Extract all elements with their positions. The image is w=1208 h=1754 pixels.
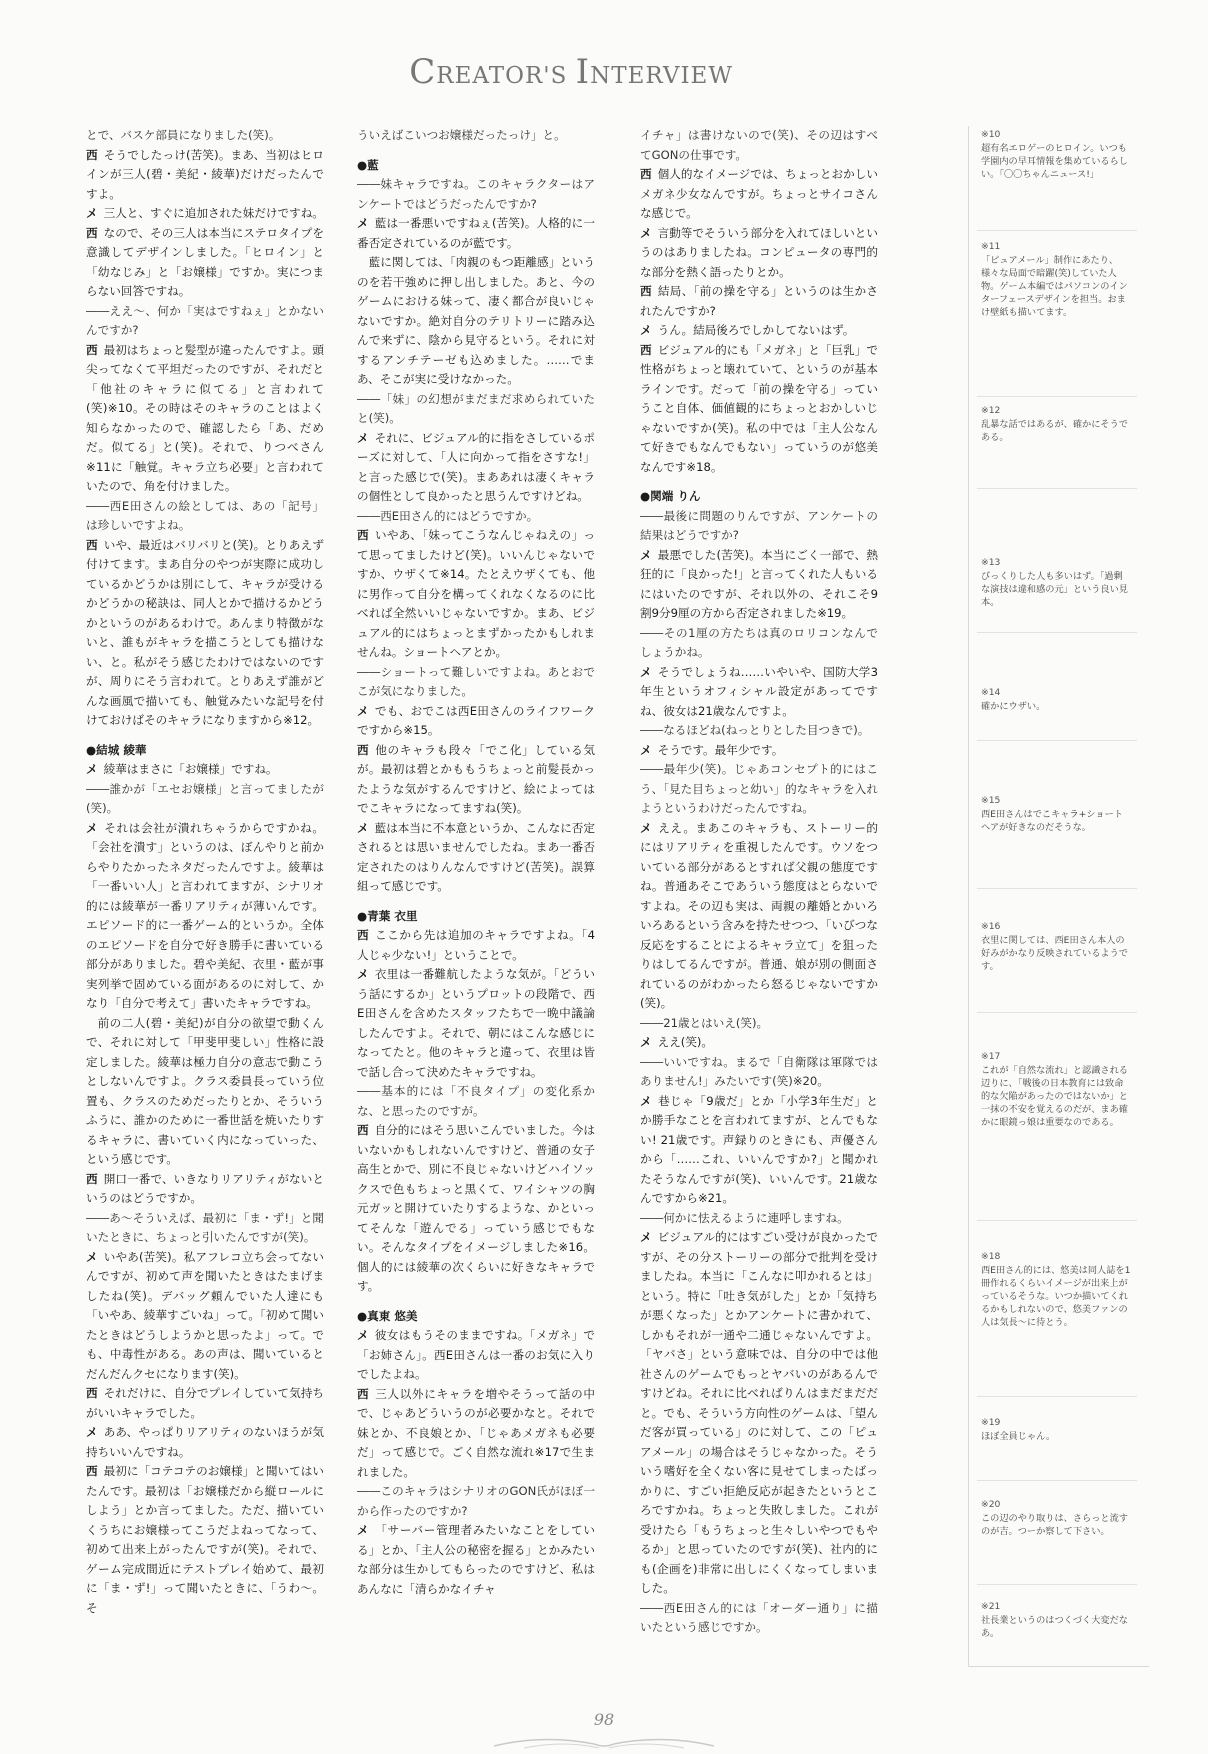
paragraph-text: いやあ、「妹ってこうなんじゃねえの」って思ってましたけど(笑)。いいんじゃないですか、ウザくて※14。たとえウザくても、他に男作って自分を構ってくれなくなるのに比べれば全然いいじゃないですか。まあ、ビジュアル的にはちょっとまずかったかもしれませんね。ショートヘアとか。 bbox=[357, 528, 595, 659]
paragraph-text: ――このキャラはシナリオのGON氏がほぼ一から作ったのですか? bbox=[357, 1484, 595, 1518]
divider bbox=[977, 1220, 1137, 1221]
interview-paragraph bbox=[357, 1121, 595, 1297]
paragraph-text: ――ええ～、何か「実はですねぇ」とかないんですか? bbox=[86, 303, 324, 337]
paragraph-text: 三人と、すぐに追加された妹だけですね。 bbox=[103, 206, 324, 220]
speaker-label: メ bbox=[357, 967, 369, 981]
speaker-label: メ bbox=[357, 703, 369, 718]
interview-paragraph bbox=[640, 165, 878, 224]
footnote: ※15 西E田さんはでこキャラ+ショートヘアが好きなのだそうな。 bbox=[981, 795, 1123, 833]
footnote: ※21 社長業というのはつくづく大変だなあ。 bbox=[981, 1601, 1128, 1639]
interview-paragraph bbox=[640, 1599, 878, 1638]
interview-paragraph bbox=[86, 536, 324, 731]
paragraph-text: ――西E田さん的にはどうですか。 bbox=[357, 508, 539, 523]
paragraph-text: うん。結局後ろでしかしてないはず。 bbox=[657, 323, 855, 337]
speaker-label: メ bbox=[640, 323, 652, 337]
paragraph-text: 言動等でそういう部分を入れてほしいというのはありましたね。コンピュータの専門的な部分を熱く語ったりとか。 bbox=[640, 225, 878, 279]
speaker-label: 西 bbox=[357, 1123, 369, 1137]
footnote: ※20 この辺のやり取りは、さらっと流すのが吉。つーか察して下さい。 bbox=[981, 1499, 1128, 1537]
speaker-label: メ bbox=[357, 1328, 369, 1342]
paragraph-text: ええ(笑)。 bbox=[657, 1035, 714, 1049]
speaker-label: メ bbox=[86, 762, 98, 776]
footnote: ※17 これが「自然な流れ」と認識される辺りに、「戦後の日本教育には致命的な欠陥があったのではないか」と一抹の不安を覚えるのだが、まあ確かに眼鏡っ娘は重要なのである。 bbox=[981, 1051, 1128, 1128]
paragraph-text: 綾華はまさに「お嬢様」ですね。 bbox=[103, 762, 278, 776]
interview-paragraph bbox=[640, 624, 878, 663]
speaker-label: メ bbox=[640, 1093, 653, 1108]
footnote: ※10 超有名エロゲーのヒロイン。いつも学園内の早耳情報を集めているらしい。「〇〇ちゃんニュース!」 bbox=[981, 129, 1128, 180]
interview-paragraph bbox=[640, 819, 878, 1014]
paragraph-text: ――ショートって難しいですよね。あとおでこが気になりました。 bbox=[357, 664, 595, 698]
interview-paragraph bbox=[86, 1209, 324, 1248]
interview-paragraph bbox=[640, 546, 878, 624]
interview-paragraph bbox=[357, 390, 595, 429]
paragraph-text: いや、最近はバリバリと(笑)。とりあえず付けてます。まあ自分のやつが実際に成功しているかどうかは別にして、キャラが受けるかどうかの秘訣は、同人とかで描けるかどうかというのがあるわけで。あんまり特徴がないと、誰もがキャラを描こうとしても描けない、と。私がそう感じたわけではないのですが、周りにそう言われて。とりあえず誰がどんな画風で描いても、触覚みたいな記号を付けておけばそのキャラになりますから※12。 bbox=[86, 537, 324, 727]
interview-paragraph bbox=[357, 1482, 595, 1521]
interview-paragraph bbox=[357, 1082, 595, 1121]
speaker-label: 西 bbox=[357, 742, 370, 757]
interview-paragraph bbox=[640, 507, 878, 546]
paragraph-text: ――何かに怯えるように連呼しますね。 bbox=[640, 1210, 849, 1225]
paragraph-text: 藍に関しては、「肉親のもつ距離感」というのを若干強めに押し出しました。あと、今のゲームにおける妹って、凄く都合が良いじゃないですか。絶対自分のテリトリーに踏み込んで来ずに、陰から見守るという。それに対するアンチテーゼも込めました。……でまあ、そこが実に受けなかった。 bbox=[357, 255, 595, 386]
speaker-label: 西 bbox=[86, 1464, 98, 1478]
paragraph-text: そうでしたっけ(苦笑)。まあ、当初はヒロインが三人(碧・美紀・綾華)だけだったんですよ。 bbox=[86, 147, 324, 201]
divider bbox=[977, 632, 1137, 633]
footnote: ※16 衣里に関しては、西E田さん本人の好みがかなり反映されているようです。 bbox=[981, 921, 1128, 972]
paragraph-text: ――基本的には「不良タイプ」の変化系かな、と思ったのですが。 bbox=[357, 1084, 595, 1118]
footnote: ※18 西E田さん的には、悠美は同人誌を1冊作れるくらいイメージが出来上がっているそうな。いつか描いてくれるかもしれないので、悠美ファンの人は気長～に待とう。 bbox=[981, 1251, 1131, 1328]
interview-paragraph bbox=[86, 1170, 324, 1209]
divider bbox=[977, 1012, 1137, 1013]
interview-paragraph bbox=[640, 1209, 878, 1229]
interview-paragraph bbox=[86, 1248, 324, 1385]
divider bbox=[977, 1480, 1137, 1481]
paragraph-text: ういえばこいつお嬢様だったっけ」と。 bbox=[357, 128, 566, 142]
paragraph-text: ――いいですね。まるで「自衛隊は軍隊ではありません!」みたいです(笑)※20。 bbox=[640, 1054, 878, 1088]
speaker-label: 西 bbox=[86, 342, 98, 357]
interview-paragraph bbox=[357, 1521, 595, 1599]
divider bbox=[977, 1584, 1137, 1585]
speaker-label: 西 bbox=[86, 225, 98, 240]
paragraph-text: 他のキャラも段々「でこ化」している気が。最初は碧とかももうちょっと前髪長かったような気がするんですけど、絵によってはでこキャラになってますね(笑)。 bbox=[357, 742, 595, 815]
paragraph-text: でも、おでこは西E田さんのライフワークですから※15。 bbox=[357, 703, 595, 737]
speaker-label: メ bbox=[357, 1523, 370, 1537]
speaker-label: メ bbox=[640, 820, 653, 835]
footnote: ※13 びっくりした人も多いはず。「過剰な演技は違和感の元」という良い見本。 bbox=[981, 557, 1128, 608]
paragraph-text: 結局、「前の操を守る」というのは生かされたんですか? bbox=[640, 284, 878, 318]
page-header: CREATOR'S INTERVIEW bbox=[409, 52, 733, 92]
paragraph-text: ――誰かが「エセお嬢様」と言ってましたが(笑)。 bbox=[86, 781, 324, 815]
interview-paragraph bbox=[640, 1228, 878, 1599]
paragraph-text: ビジュアル的にはすごい受けが良かったですが、その分ストーリーの部分で批判を受けましたね。本当に「こんなに叩かれるとは」という。特に「吐き気がした」とか「気持ちが悪くなった」とかアンケートに書かれて、しかもそれが一通や二通じゃないんですよ。「ヤバさ」という意味では、自分の中では他社さんのゲームでもっとヤバいのがあるんですけどね。それに比べればりんはまだまだだと。でも、そういう方向性のゲームは、「望んだ客が買っている」のに対して、この「ピュアメール」の場合はそうじゃなかった。そういう嗜好を全くない客に見せてしまったばっかりに、すごい拒絶反応が起きたというところですかね。ちょっと失敗しました。これが受けたら「もうちょっと生々しいやつでもやるか」と思っていたのですが(笑)、社内的にも(企画を)非常に出しにくくなってしまいました。 bbox=[640, 1230, 878, 1595]
speaker-label: メ bbox=[357, 820, 369, 835]
interview-paragraph bbox=[357, 526, 595, 663]
paragraph-text: 最初に「コテコテのお嬢様」と聞いてはいたんです。最初は「お嬢様だから縦ロールにしよう」とか言ってました。ただ、描いていくうちにお嬢様ってこうだよねってなって、初めて出来上がったんですが(笑)。それで、ゲーム完成間近にテストプレイ始めて、最初に「ま・ず!」って聞いたときに、「うわ～。そ bbox=[86, 1464, 324, 1615]
interview-paragraph bbox=[86, 204, 324, 224]
paragraph-text: それに、ビジュアル的に指をさしているポーズに対して、「人に向かって指をさすな!」と言った感じで(笑)。まああれは凄くキャラの個性として良かったと思うんですけどね。 bbox=[357, 430, 595, 503]
interview-paragraph bbox=[640, 1092, 878, 1209]
speaker-label: メ bbox=[86, 820, 99, 835]
section-heading: ●結城 綾華 bbox=[86, 742, 147, 757]
paragraph-text: ああ、やっぱりリアリティのないほうが気持ちいいんですね。 bbox=[86, 1425, 324, 1459]
interview-paragraph bbox=[86, 1462, 324, 1618]
footnote: ※12 乱暴な話ではあるが、確かにそうである。 bbox=[981, 405, 1128, 443]
interview-paragraph bbox=[86, 1014, 324, 1170]
interview-paragraph bbox=[640, 1014, 878, 1034]
interview-paragraph bbox=[357, 1326, 595, 1385]
paragraph-text: いやあ(苦笑)。私アフレコ立ち会ってないんですが、初めて声を聞いたときはたまげましたね(笑)。デバッグ頼んでいた人達にも「いやあ、綾華すごいね」って。「初めて聞いたときはどうしようかと思ったよ」って。でも、中毒性がある。あの声は、聞いているとだんだんクセになります(笑)。 bbox=[86, 1249, 324, 1381]
page-number: 98 bbox=[593, 1710, 615, 1729]
interview-paragraph bbox=[357, 429, 595, 507]
speaker-label: メ bbox=[357, 430, 369, 445]
interview-paragraph bbox=[640, 760, 878, 819]
interview-paragraph bbox=[357, 126, 595, 146]
interview-paragraph bbox=[357, 819, 595, 897]
paragraph-text: そうです。最年少です。 bbox=[657, 742, 784, 757]
speaker-label: メ bbox=[640, 1230, 652, 1244]
interview-paragraph bbox=[640, 341, 878, 478]
paragraph-text: ここから先は追加のキャラですよね。「4人じゃ少ない!」ということで。 bbox=[357, 928, 595, 962]
interview-paragraph bbox=[640, 126, 878, 165]
footnote: ※11 「ピュアメール」制作にあたり、様々な局面で暗躍(笑)していた人物。ゲーム本編ではパソコンのインターフェースデザインを担当。おまけ壁紙も描いてます。 bbox=[981, 241, 1128, 318]
speaker-label: メ bbox=[640, 664, 652, 679]
paragraph-text: 最悪でした(苦笑)。本当にごく一部で、熱狂的に「良かった!」と言ってくれた人もいるにはいたのですが、それ以外の、それこそ9割9分9厘の方から否定されました※19。 bbox=[640, 547, 878, 620]
footnotes-sidebar bbox=[968, 126, 1149, 1667]
paragraph-text: それだけに、自分でプレイしていて気持ちがいいキャラでした。 bbox=[86, 1386, 324, 1420]
paragraph-text: 衣里は一番難航したような気が。「どういう話にするか」というプロットの段階で、西E田さんを含めたスタッフたちで一晩中議論したんですよ。それで、朝にはこんな感じになってたと。他のキャラと違って、衣里は皆で話し合って決めたキャラですね。 bbox=[357, 967, 595, 1079]
speaker-label: 西 bbox=[86, 537, 98, 552]
interview-column-3 bbox=[640, 126, 878, 1666]
interview-paragraph bbox=[357, 965, 595, 1082]
paragraph-text: ――最後に問題のりんですが、アンケートの結果はどうですか? bbox=[640, 508, 878, 542]
ornament-icon bbox=[484, 1732, 724, 1752]
paragraph-text: ――あ～そういえば、最初に「ま・ず!」と聞いたときに、ちょっと引いたんですが(笑)。 bbox=[86, 1210, 324, 1244]
divider bbox=[977, 396, 1137, 397]
paragraph-text: 「サーバー管理者みたいなことをしている」とか、「主人公の秘密を握る」とかみたいな部分は生かしてもらったのですけど、私はあんなに「清らかなイチャ bbox=[357, 1523, 595, 1596]
paragraph-text: なので、その三人は本当にステロタイプを意識してデザインしました。「ヒロイン」と「幼なじみ」と「お嬢様」ですか。実につまらない回答ですね。 bbox=[86, 225, 324, 298]
divider bbox=[977, 888, 1137, 889]
paragraph-text: 彼女はもうそのままですね。「メガネ」で「お姉さん」。西E田さんは一番のお気に入りでしたよね。 bbox=[357, 1328, 595, 1381]
interview-paragraph bbox=[86, 146, 324, 205]
paragraph-text: ――なるほどね(ねっとりとした目つきで)。 bbox=[640, 723, 870, 737]
paragraph-text: ――西E田さん的には「オーダー通り」に描いたという感じですか。 bbox=[640, 1600, 878, 1634]
paragraph-text: とで、バスケ部員になりました(笑)。 bbox=[86, 128, 281, 142]
paragraph-text: 藍は一番悪いですねぇ(苦笑)。人格的に一番否定されているのが藍です。 bbox=[357, 216, 595, 250]
interview-paragraph bbox=[86, 1384, 324, 1423]
paragraph-text: 最初はちょっと髪型が違ったんですよ。頭尖ってなくて平坦だったのですが、それだと「他社のキャラに似てる」と言われて(笑)※10。その時はそのキャラのことはよく知らなかったので、確認したら「あ、だめだ。似てる」と(笑)。それで、りつべさん※11に「触覚。キャラ立ち必要」と言われていたので、角を付けました。 bbox=[86, 342, 324, 493]
speaker-label: メ bbox=[640, 547, 652, 562]
speaker-label: メ bbox=[86, 1249, 98, 1264]
interview-paragraph bbox=[357, 1385, 595, 1483]
interview-paragraph bbox=[86, 341, 324, 497]
paragraph-text: ――「妹」の幻想がまだまだ求められていたと(笑)。 bbox=[357, 391, 595, 425]
divider bbox=[977, 488, 1137, 489]
interview-paragraph bbox=[86, 780, 324, 819]
paragraph-text: 藍は本当に不本意というか、こんなに否定されるとは思いませんでしたね。まあ一番否定されたのはりんなんですけど(苦笑)。誤算組って感じです。 bbox=[357, 820, 595, 893]
paragraph-text: それは会社が潰れちゃうからですかね。「会社を潰す」というのは、ぼんやりと前からやりたかったネタだったんですよ。綾華は「一番いい人」と言われてますが、シナリオ的には綾華が一番リアリティが薄いんです。エピソード的に一番ゲーム的というか。全体のエピソードを自分で好き勝手に書いている部分がありました。碧や美紀、衣里・藍が事実列挙で固めている面があるのに対して、かなり「自分で考えて」書いたキャラですね。 bbox=[86, 820, 324, 1010]
interview-paragraph bbox=[86, 760, 324, 780]
speaker-label: 西 bbox=[640, 342, 652, 357]
paragraph-text: 自分的にはそう思いこんでいました。今はいないかもしれないんですけど、普通の女子高生とかで、別に不良じゃないけどハイソックスで色もちょっと黒くて、ワイシャツの胸元ガッと開けていたりするような、かといってそんな「遊んでる」っていう感じでもない。そんなタイプをイメージしました※16。個人的には綾華の次くらいに好きなキャラです。 bbox=[357, 1123, 595, 1293]
interview-paragraph bbox=[357, 507, 595, 527]
paragraph-text: ええ。まあこのキャラも、ストーリー的にはリアリティを重視したんです。ウソをついている部分があるとすれば父親の態度ですね。普通あそこであういう態度はとらないですよね。その辺も実は、両親の離婚とかいろいろあるという含みを持たせつつ、「いびつな反応をすることによるキャラ立て」を狙ったりはしてるんですが。普通、娘が別の側面されているのがわかったら怒るじゃないですか(笑)。 bbox=[640, 820, 878, 1010]
interview-paragraph bbox=[640, 224, 878, 283]
paragraph-text: ビジュアル的にも「メガネ」と「巨乳」で性格がちょっと壊れていて、というのが基本ラインです。だって「前の操を守る」っていうこと自体、価値観的にちょっとおかしいじゃないですか(笑)。私の中では「主人公なんて好きでもなんでもない」っていうのが悠美なんです※18。 bbox=[640, 342, 878, 474]
speaker-label: 西 bbox=[640, 284, 652, 298]
speaker-label: メ bbox=[86, 1425, 98, 1439]
paragraph-text: イチャ」は書けないので(笑)、その辺はすべてGONの仕事です。 bbox=[640, 128, 878, 162]
paragraph-text: 巷じゃ「9歳だ」とか「小学3年生だ」とか勝手なことを言われてますが、とんでもない! 21歳です。声録りのときにも、声優さんから「……これ、いいんですか?」と聞かれたそうなんですが(笑)、いいんです。21歳なんですから※21。 bbox=[640, 1093, 878, 1205]
speaker-label: 西 bbox=[640, 167, 652, 181]
interview-paragraph bbox=[357, 702, 595, 741]
interview-paragraph bbox=[640, 663, 878, 722]
paragraph-text: 前の二人(碧・美紀)が自分の欲望で動くんで、それに対して「甲斐甲斐しい」性格に設定しました。綾華は極力自分の意志で動こうとしないんですよ。クラス委員長っていう位置も、クラスのためだったりとか、そういうふうに、誰かのために一番世話を焼いたりするキャラに、書いていく内になっていった、という感じです。 bbox=[86, 1015, 324, 1166]
interview-paragraph bbox=[357, 663, 595, 702]
interview-paragraph bbox=[86, 126, 324, 146]
interview-paragraph bbox=[640, 1033, 878, 1053]
interview-paragraph bbox=[86, 224, 324, 302]
section-heading: ●藍 bbox=[357, 157, 379, 172]
interview-paragraph bbox=[640, 721, 878, 741]
footnote: ※14 確かにウザい。 bbox=[981, 687, 1046, 712]
paragraph-text: 開口一番で、いきなりリアリティがないというのはどうですか。 bbox=[86, 1171, 324, 1205]
interview-paragraph bbox=[640, 282, 878, 321]
paragraph-text: ――その1厘の方たちは真のロリコンなんでしょうかね。 bbox=[640, 625, 878, 659]
section-heading: ●真東 悠美 bbox=[357, 1308, 418, 1323]
interview-paragraph bbox=[640, 1053, 878, 1092]
interview-paragraph bbox=[357, 741, 595, 819]
speaker-label: 西 bbox=[86, 147, 98, 162]
interview-paragraph bbox=[357, 253, 595, 390]
speaker-label: 西 bbox=[86, 1171, 98, 1186]
interview-paragraph bbox=[86, 302, 324, 341]
speaker-label: 西 bbox=[357, 928, 370, 942]
speaker-label: メ bbox=[640, 742, 652, 757]
section-heading: ●青葉 衣里 bbox=[357, 908, 418, 923]
paragraph-text: ――西E田さんの絵としては、あの「記号」は珍しいですよね。 bbox=[86, 498, 324, 532]
interview-paragraph bbox=[640, 321, 878, 341]
speaker-label: 西 bbox=[357, 1386, 370, 1401]
interview-paragraph bbox=[357, 926, 595, 965]
speaker-label: メ bbox=[640, 1035, 652, 1049]
divider bbox=[977, 230, 1137, 231]
speaker-label: 西 bbox=[357, 528, 369, 542]
speaker-label: メ bbox=[357, 216, 369, 230]
paragraph-text: そうでしょうね……いやいや、国防大学3年生というオフィシャル設定があってですね、彼女は21歳なんですよ。 bbox=[640, 664, 878, 718]
section-heading: ●関端 りん bbox=[640, 489, 701, 503]
interview-column-1 bbox=[86, 126, 324, 1666]
speaker-label: メ bbox=[86, 206, 98, 220]
paragraph-text: 個人的なイメージでは、ちょっとおかしいメガネ少女なんですが。ちょっとサイコさんな感じで。 bbox=[640, 167, 878, 220]
interview-paragraph bbox=[86, 497, 324, 536]
interview-paragraph bbox=[86, 1423, 324, 1462]
interview-paragraph bbox=[640, 741, 878, 761]
speaker-label: 西 bbox=[86, 1386, 98, 1400]
interview-paragraph bbox=[86, 819, 324, 1014]
paragraph-text: ――妹キャラですね。このキャラクターはアンケートではどうだったんですか? bbox=[357, 177, 595, 211]
divider bbox=[977, 1396, 1137, 1397]
footnote: ※19 ほぼ全員じゃん。 bbox=[981, 1417, 1056, 1442]
paragraph-text: 三人以外にキャラを増やそうって話の中で、じゃあどういうのが必要かなと。それで妹とか、不良娘とか、「じゃあメガネも必要だ」って感じで。ごく自然な流れ※17で生まれました。 bbox=[357, 1386, 595, 1479]
interview-paragraph bbox=[357, 175, 595, 214]
interview-column-2 bbox=[357, 126, 595, 1666]
paragraph-text: ――最年少(笑)。じゃあコンセプト的にはこう、「見た目ちょっと幼い」的なキャラを入れようというわけだったんですね。 bbox=[640, 762, 878, 815]
interview-paragraph bbox=[357, 214, 595, 253]
speaker-label: メ bbox=[640, 225, 652, 240]
paragraph-text: ――21歳とはいえ(笑)。 bbox=[640, 1015, 769, 1030]
divider bbox=[977, 740, 1137, 741]
